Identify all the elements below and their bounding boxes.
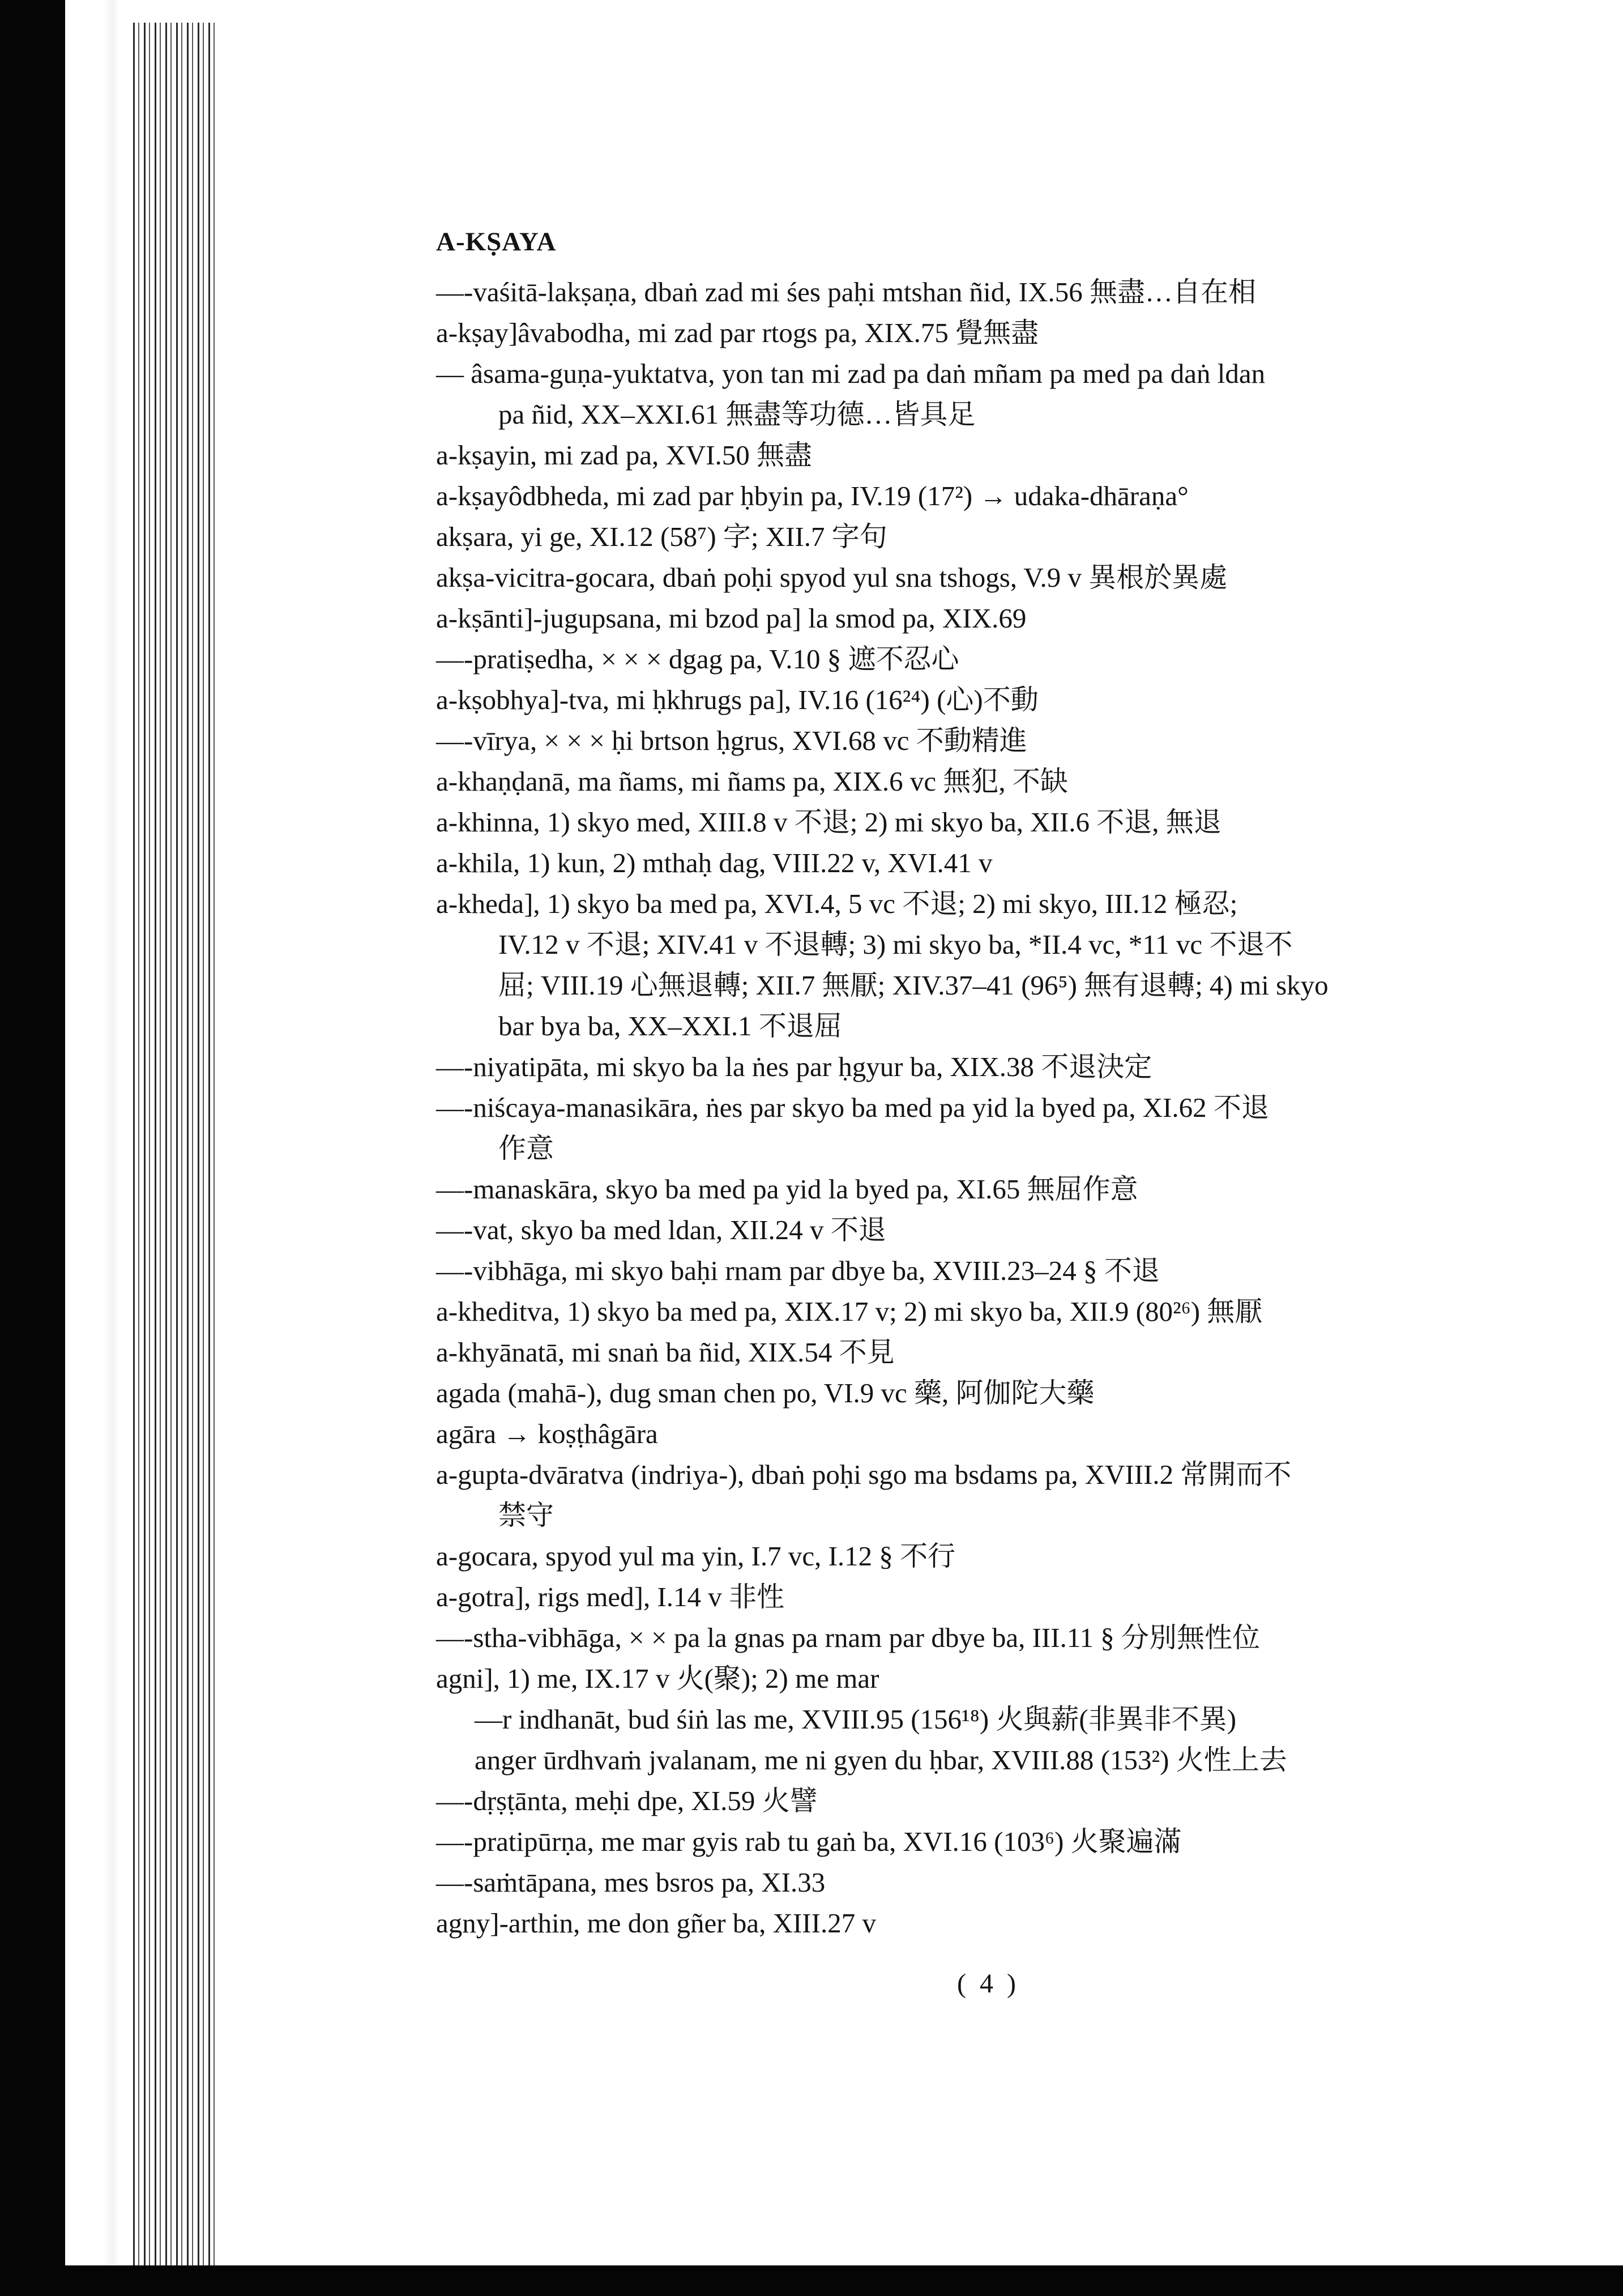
entry-line: akṣa-vicitra-gocara, dbaṅ poḥi spyod yul sna tshogs, V.9 v 異根於異處 xyxy=(436,562,1228,593)
entry-line: a-kheda], 1) skyo ba med pa, XVI.4, 5 vc 不退; 2) mi skyo, III.12 極忍; xyxy=(436,888,1238,919)
entry-line: —-pratipūrṇa, me mar gyis rab tu gaṅ ba, XVI.16 (103⁶) 火聚遍滿 xyxy=(436,1826,1182,1857)
entry-line: —-niyatipāta, mi skyo ba la ṅes par ḥgyur ba, XIX.38 不退決定 xyxy=(436,1051,1152,1082)
entry-line: —-pratiṣedha, × × × dgag pa, V.10 § 遮不忍心 xyxy=(436,643,959,675)
entry-line: agni], 1) me, IX.17 v 火(聚); 2) me mar xyxy=(436,1663,879,1694)
entry-line: —-vibhāga, mi skyo baḥi rnam par dbye ba, XVIII.23–24 § 不退 xyxy=(436,1255,1160,1286)
entry-line: a-kṣayôdbheda, mi zad par ḥbyin pa, IV.19 (17²) → udaka-dhāraṇa° xyxy=(436,480,1189,511)
entry-continuation: pa ñid, XX–XXI.61 無盡等功德…皆具足 xyxy=(498,399,976,430)
entry-line: a-gotra], rigs med], I.14 v 非性 xyxy=(436,1581,785,1612)
entry-continuation: IV.12 v 不退; XIV.41 v 不退轉; 3) mi skyo ba, *II.4 vc, *11 vc 不退不 xyxy=(498,929,1293,960)
entry-line: —-manaskāra, skyo ba med pa yid la byed pa, XI.65 無屈作意 xyxy=(436,1173,1138,1205)
entry-line: agada (mahā-), dug sman chen po, VI.9 vc 藥, 阿伽陀大藥 xyxy=(436,1377,1095,1409)
entry-line: —-vaśitā-lakṣaṇa, dbaṅ zad mi śes paḥi mtshan ñid, IX.56 無盡…自在相 xyxy=(436,276,1256,308)
entry-line: —-niścaya-manasikāra, ṅes par skyo ba med pa yid la byed pa, XI.62 不退 xyxy=(436,1092,1269,1123)
page-edges xyxy=(133,23,218,2265)
entry-subline: —r indhanāt, bud śiṅ las me, XVIII.95 (156¹⁸) 火與薪(非異非不異) xyxy=(475,1704,1237,1735)
book-gutter xyxy=(65,0,133,2296)
entry-line: a-khyānatā, mi snaṅ ba ñid, XIX.54 不見 xyxy=(436,1337,895,1368)
entry-line: agāra → koṣṭhâgāra xyxy=(436,1418,658,1449)
entry-line: a-kheditva, 1) skyo ba med pa, XIX.17 v; 2) mi skyo ba, XII.9 (80²⁶) 無厭 xyxy=(436,1296,1263,1327)
entry-subline: anger ūrdhvaṁ jvalanam, me ni gyen du ḥbar, XVIII.88 (153²) 火性上去 xyxy=(475,1744,1287,1776)
dictionary-entries xyxy=(436,272,1563,1944)
entry-line: a-kṣayin, mi zad pa, XVI.50 無盡 xyxy=(436,439,813,471)
entry-line: a-gocara, spyod yul ma yin, I.7 vc, I.12 § 不行 xyxy=(436,1540,956,1572)
entry-line: a-kṣay]âvabodha, mi zad par rtogs pa, XIX.75 覺無盡 xyxy=(436,317,1039,348)
entry-continuation: 作意 xyxy=(498,1133,554,1164)
entry-line: —-stha-vibhāga, × × pa la gnas pa rnam par dbye ba, III.11 § 分別無性位 xyxy=(436,1622,1260,1653)
entry-line: a-khila, 1) kun, 2) mthaḥ dag, VIII.22 v, XVI.41 v xyxy=(436,847,993,878)
entry-line: —-dṛṣṭānta, meḥi dpe, XI.59 火譬 xyxy=(436,1785,818,1816)
entry-line: —-vat, skyo ba med ldan, XII.24 v 不退 xyxy=(436,1214,886,1245)
entry-continuation: 禁守 xyxy=(498,1500,554,1531)
entry-continuation: bar bya ba, XX–XXI.1 不退屈 xyxy=(498,1010,842,1042)
entry-line: a-khaṇḍanā, ma ñams, mi ñams pa, XIX.6 vc 無犯, 不缺 xyxy=(436,766,1068,797)
entry-line: —-vīrya, × × × ḥi brtson ḥgrus, XVI.68 vc 不動精進 xyxy=(436,725,1027,756)
entry-line: a-khinna, 1) skyo med, XIII.8 v 不退; 2) mi skyo ba, XII.6 不退, 無退 xyxy=(436,806,1221,838)
entry-line: akṣara, yi ge, XI.12 (58⁷) 字; XII.7 字句 xyxy=(436,521,887,552)
entry-line: — âsama-guṇa-yuktatva, yon tan mi zad pa daṅ mñam pa med pa daṅ ldan xyxy=(436,358,1266,389)
book-spine-shadow xyxy=(0,0,65,2296)
scan-bottom-edge xyxy=(0,2265,1623,2296)
entry-line: agny]-arthin, me don gñer ba, XIII.27 v xyxy=(436,1907,876,1939)
entry-line: a-kṣobhya]-tva, mi ḥkhrugs pa], IV.16 (16²⁴) (心)不動 xyxy=(436,684,1039,715)
entry-line: —-saṁtāpana, mes bsros pa, XI.33 xyxy=(436,1867,826,1898)
entry-continuation: 屈; VIII.19 心無退轉; XII.7 無厭; XIV.37–41 (96⁵) 無有退轉; 4) mi skyo xyxy=(498,970,1329,1001)
entry-line: a-gupta-dvāratva (indriya-), dbaṅ poḥi sgo ma bsdams pa, XVIII.2 常開而不 xyxy=(436,1459,1292,1490)
section-heading: A-KṢAYA xyxy=(436,227,557,257)
entry-line: a-kṣānti]-jugupsana, mi bzod pa] la smod pa, XIX.69 xyxy=(436,603,1027,634)
page-number: ( 4 ) xyxy=(957,1969,1019,1999)
